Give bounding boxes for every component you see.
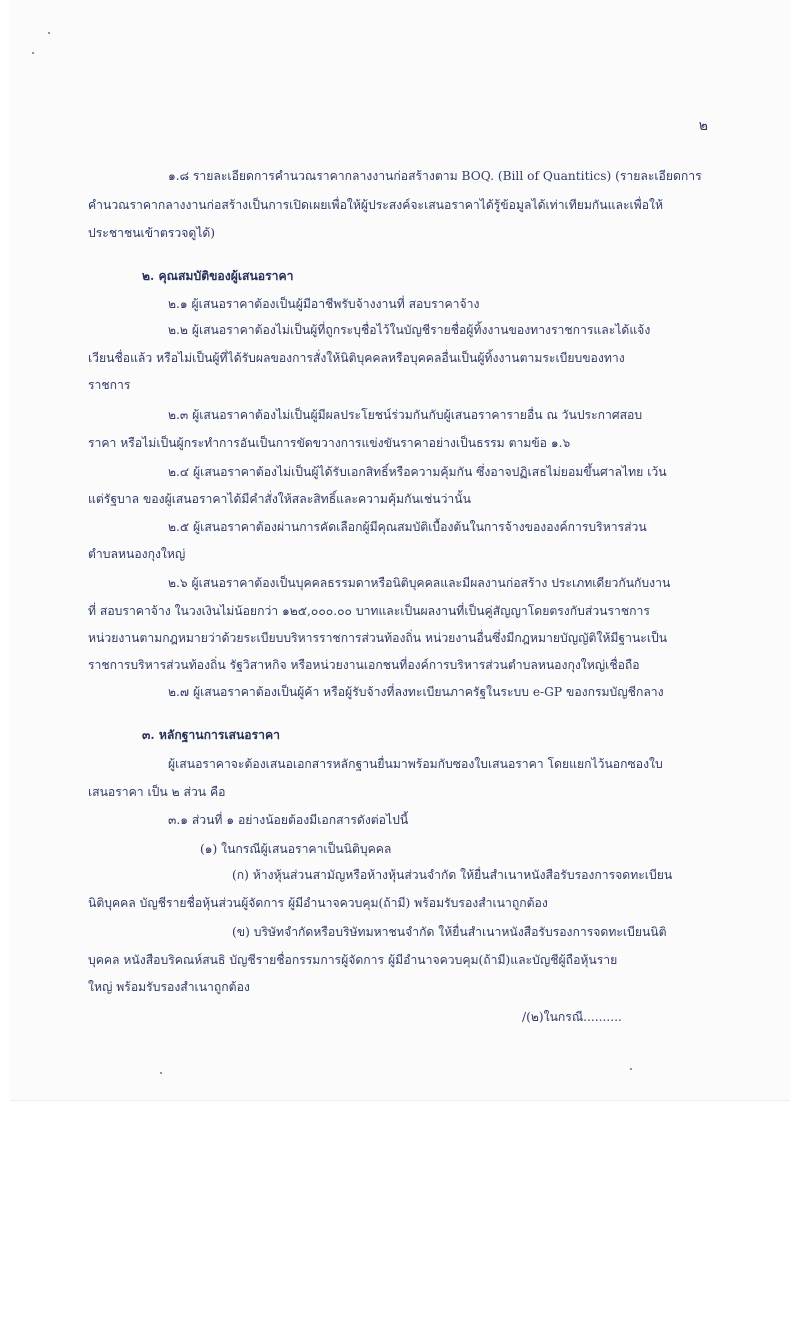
text-line: บุคคล หนังสือบริคณห์สนธิ บัญชีรายชื่อกรรมการผู้จัดการ ผู้มีอำนาจควบคุม(ถ้ามี)และบัญชีผู้ถือหุ้นราย [88, 953, 618, 967]
text-line: (ก) ห้างหุ้นส่วนสามัญหรือห้างหุ้นส่วนจำกัด ให้ยื่นสำเนาหนังสือรับรองการจดทะเบียน [232, 868, 673, 882]
text-line: ๒.๕ ผู้เสนอราคาต้องผ่านการคัดเลือกผู้มีคุณสมบัติเบื้องต้นในการจ้างขององค์การบริหารส่วน [168, 520, 647, 534]
text-line: ๒.๓ ผู้เสนอราคาต้องไม่เป็นผู้มีผลประโยชน์ร่วมกันกับผู้เสนอราคารายอื่น ณ วันประกาศสอบ [168, 408, 643, 422]
text-line: ราชการ [88, 378, 131, 392]
text-line: ๓.๑ ส่วนที่ ๑ อย่างน้อยต้องมีเอกสารดังต่อไปนี้ [168, 813, 409, 827]
text-line: (๑) ในกรณีผู้เสนอราคาเป็นนิติบุคคล [200, 842, 392, 856]
text-line: หน่วยงานตามกฎหมายว่าด้วยระเบียบบริหารราชการส่วนท้องถิ่น หน่วยงานอื่นซึ่งมีกฎหมายบัญญัติให้มีฐานะเป็น [88, 631, 668, 645]
section-heading: ๒. คุณสมบัติของผู้เสนอราคา [142, 269, 294, 283]
text-line: คำนวณราคากลางงานก่อสร้างเป็นการเปิดเผยเพื่อให้ผู้ประสงค์จะเสนอราคาได้รู้ข้อมูลได้เท่าเทียมกันและเพื่อให้ [88, 198, 664, 212]
text-line: ๑.๘ รายละเอียดการคำนวณราคากลางงานก่อสร้างตาม BOQ. (Bill of Quantitics) (รายละเอียดการ [168, 169, 702, 183]
continuation-note: /(๒)ในกรณี.......... [522, 1010, 622, 1024]
text-line: ราชการบริหารส่วนท้องถิ่น รัฐวิสาหกิจ หรือหน่วยงานเอกชนที่องค์การบริหารส่วนตำบลหนองกุงใหญ่เชื่อถือ [88, 658, 640, 672]
text-line: ผู้เสนอราคาจะต้องเสนอเอกสารหลักฐานยื่นมาพร้อมกับซองใบเสนอราคา โดยแยกไว้นอกซองใบ [168, 757, 663, 771]
page-number: ๒ [698, 118, 708, 134]
text-line: (ข) บริษัทจำกัดหรือบริษัทมหาชนจำกัด ให้ยื่นสำเนาหนังสือรับรองการจดทะเบียนนิติ [232, 925, 667, 939]
text-line: ๒.๒ ผู้เสนอราคาต้องไม่เป็นผู้ที่ถูกระบุชื่อไว้ในบัญชีรายชื่อผู้ทิ้งงานของทางราชการและได้แจ้ง [168, 323, 651, 337]
text-line: ๒.๔ ผู้เสนอราคาต้องไม่เป็นผู้ได้รับเอกสิทธิ์หรือความคุ้มกัน ซึ่งอาจปฏิเสธไม่ยอมขึ้นศาลไทย เว้น [168, 465, 667, 479]
text-line: เสนอราคา เป็น ๒ ส่วน คือ [88, 785, 226, 799]
text-line: ที่ สอบราคาจ้าง ในวงเงินไม่น้อยกว่า ๑๒๕,๐๐๐.๐๐ บาทและเป็นผลงานที่เป็นคู่สัญญาโดยตรงกับส่วนราชการ [88, 604, 650, 618]
section-heading: ๓. หลักฐานการเสนอราคา [142, 728, 281, 742]
text-line: เวียนชื่อแล้ว หรือไม่เป็นผู้ที่ได้รับผลของการสั่งให้นิติบุคคลหรือบุคคลอื่นเป็นผู้ทิ้งงานตามระเบียบของทาง [88, 351, 625, 365]
text-line: ๒.๖ ผู้เสนอราคาต้องเป็นบุคคลธรรมดาหรือนิติบุคคลและมีผลงานก่อสร้าง ประเภทเดียวกันกับงาน [168, 576, 671, 590]
text-line: ประชาชนเข้าตรวจดูได้) [88, 226, 216, 240]
text-line: ตำบลหนองกุงใหญ่ [88, 547, 186, 561]
scan-speck [630, 1068, 632, 1070]
text-line: ๒.๗ ผู้เสนอราคาต้องเป็นผู้ค้า หรือผู้รับจ้างที่ลงทะเบียนภาครัฐในระบบ e-GP ของกรมบัญชีกลาง [168, 685, 664, 699]
text-line: ราคา หรือไม่เป็นผู้กระทำการอันเป็นการขัดขวางการแข่งขันราคาอย่างเป็นธรรม ตามข้อ ๑.๖ [88, 436, 571, 450]
text-line: ใหญ่ พร้อมรับรองสำเนาถูกต้อง [88, 980, 250, 994]
scan-speck [160, 1072, 162, 1074]
text-line: แต่รัฐบาล ของผู้เสนอราคาได้มีคำสั่งให้สละสิทธิ์และความคุ้มกันเช่นว่านั้น [88, 492, 471, 506]
scan-speck [48, 32, 50, 34]
text-line: ๒.๑ ผู้เสนอราคาต้องเป็นผู้มีอาชีพรับจ้างงานที่ สอบราคาจ้าง [168, 297, 480, 311]
text-line: นิติบุคคล บัญชีรายชื่อหุ้นส่วนผู้จัดการ ผู้มีอำนาจควบคุม(ถ้ามี) พร้อมรับรองสำเนาถูกต้อง [88, 896, 548, 910]
scan-speck [32, 52, 34, 54]
